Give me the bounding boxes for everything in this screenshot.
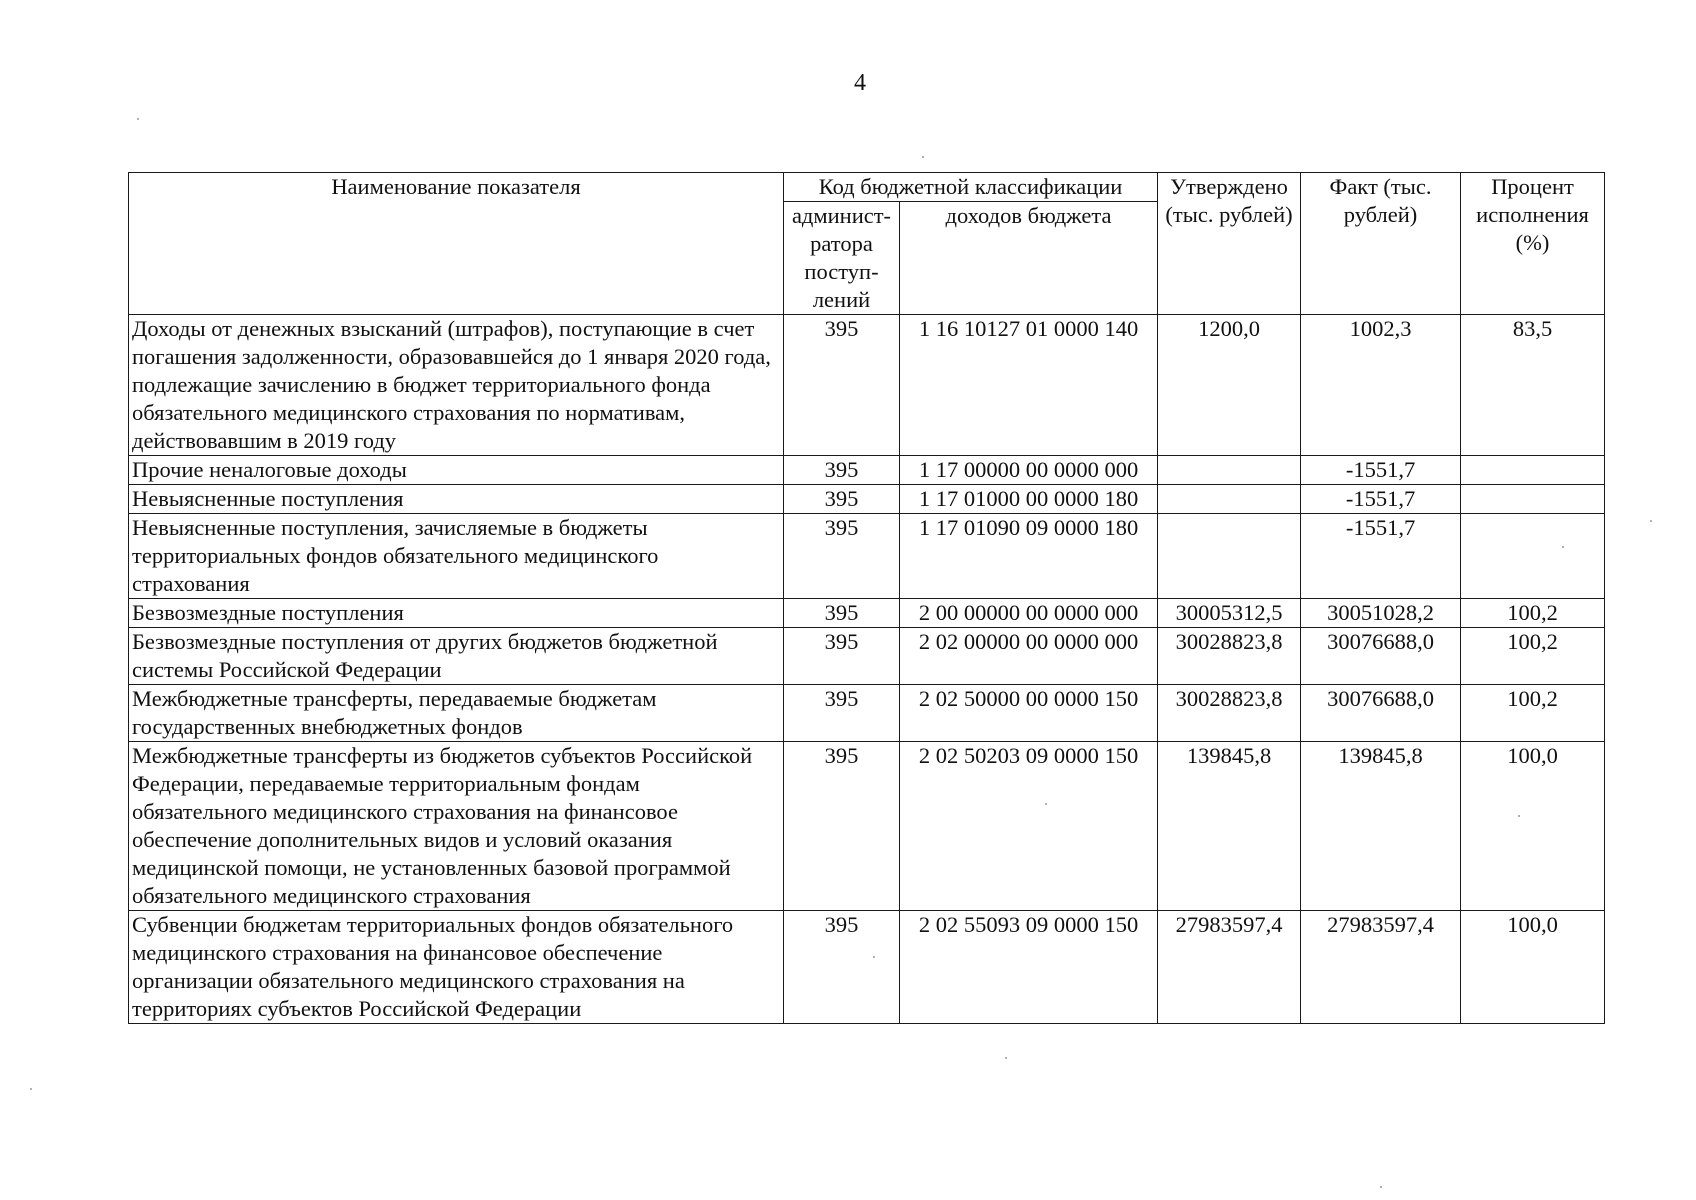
row-percent-cell	[1461, 485, 1605, 514]
row-budget-code-cell: 2 02 50203 09 0000 150	[900, 742, 1158, 911]
row-approved-cell: 30005312,5	[1158, 599, 1301, 628]
row-admin-code-cell: 395	[784, 456, 900, 485]
row-name-cell: Межбюджетные трансферты, передаваемые бюджетам государственных внебюджетных фондов	[129, 685, 784, 742]
row-name-cell: Невыясненные поступления	[129, 485, 784, 514]
row-fact-cell: -1551,7	[1301, 456, 1461, 485]
row-approved-cell: 139845,8	[1158, 742, 1301, 911]
header-approved: Утверждено (тыс. рублей)	[1158, 173, 1301, 315]
row-approved-cell: 30028823,8	[1158, 685, 1301, 742]
row-fact-cell: 139845,8	[1301, 742, 1461, 911]
row-admin-code-cell: 395	[784, 911, 900, 1024]
table-row	[129, 514, 1605, 599]
row-admin-code-cell: 395	[784, 599, 900, 628]
table-row	[129, 456, 1605, 485]
header-administrator: админист-ратора поступ-лений	[784, 202, 900, 315]
row-approved-cell: 27983597,4	[1158, 911, 1301, 1024]
row-name-cell: Прочие неналоговые доходы	[129, 456, 784, 485]
row-approved-cell: 1200,0	[1158, 315, 1301, 456]
row-admin-code-cell: 395	[784, 485, 900, 514]
table-row	[129, 485, 1605, 514]
table-row	[129, 685, 1605, 742]
header-percent: Процент исполнения (%)	[1461, 173, 1605, 315]
row-admin-code-cell: 395	[784, 315, 900, 456]
table-body	[129, 315, 1605, 1024]
row-fact-cell: 30076688,0	[1301, 628, 1461, 685]
row-fact-cell: 30051028,2	[1301, 599, 1461, 628]
row-percent-cell: 83,5	[1461, 315, 1605, 456]
row-fact-cell: -1551,7	[1301, 514, 1461, 599]
row-budget-code-cell: 1 17 01000 00 0000 180	[900, 485, 1158, 514]
row-fact-cell: -1551,7	[1301, 485, 1461, 514]
row-percent-cell: 100,2	[1461, 599, 1605, 628]
row-name-cell: Невыясненные поступления, зачисляемые в бюджеты территориальных фондов обязательного медицинского страхования	[129, 514, 784, 599]
header-code-group: Код бюджетной классификации	[784, 173, 1158, 202]
row-percent-cell	[1461, 456, 1605, 485]
row-budget-code-cell: 2 02 50000 00 0000 150	[900, 685, 1158, 742]
table-row	[129, 599, 1605, 628]
header-fact: Факт (тыс. рублей)	[1301, 173, 1461, 315]
row-budget-code-cell: 1 16 10127 01 0000 140	[900, 315, 1158, 456]
row-fact-cell: 30076688,0	[1301, 685, 1461, 742]
budget-report-table	[128, 172, 1605, 1024]
table-row	[129, 911, 1605, 1024]
row-percent-cell	[1461, 514, 1605, 599]
page-number: 4	[854, 70, 866, 96]
row-approved-cell	[1158, 485, 1301, 514]
row-percent-cell: 100,0	[1461, 742, 1605, 911]
row-name-cell: Доходы от денежных взысканий (штрафов), поступающие в счет погашения задолженности, образовавшейся до 1 января 2020 года, подлежащие зачислению в бюджет территориального фонда обязательного медицинского страхования по нормативам, действовавшим в 2019 году	[129, 315, 784, 456]
row-budget-code-cell: 1 17 01090 09 0000 180	[900, 514, 1158, 599]
row-approved-cell	[1158, 456, 1301, 485]
header-name: Наименование показателя	[129, 173, 784, 315]
table-header-row	[129, 173, 1605, 202]
row-admin-code-cell: 395	[784, 685, 900, 742]
row-budget-code-cell: 2 02 00000 00 0000 000	[900, 628, 1158, 685]
table-row	[129, 742, 1605, 911]
row-percent-cell: 100,0	[1461, 911, 1605, 1024]
row-percent-cell: 100,2	[1461, 685, 1605, 742]
row-budget-code-cell: 1 17 00000 00 0000 000	[900, 456, 1158, 485]
row-name-cell: Межбюджетные трансферты из бюджетов субъектов Российской Федерации, передаваемые территориальным фондам обязательного медицинского страхования на финансовое обеспечение дополнительных видов и условий оказания медицинской помощи, не установленных базовой программой обязательного медицинского страхования	[129, 742, 784, 911]
header-income: доходов бюджета	[900, 202, 1158, 315]
table-row	[129, 315, 1605, 456]
row-admin-code-cell: 395	[784, 514, 900, 599]
row-approved-cell	[1158, 514, 1301, 599]
row-name-cell: Безвозмездные поступления от других бюджетов бюджетной системы Российской Федерации	[129, 628, 784, 685]
row-admin-code-cell: 395	[784, 742, 900, 911]
row-budget-code-cell: 2 00 00000 00 0000 000	[900, 599, 1158, 628]
row-name-cell: Субвенции бюджетам территориальных фондов обязательного медицинского страхования на финансовое обеспечение организации обязательного медицинского страхования на территориях субъектов Российской Федерации	[129, 911, 784, 1024]
row-admin-code-cell: 395	[784, 628, 900, 685]
row-fact-cell: 27983597,4	[1301, 911, 1461, 1024]
row-percent-cell: 100,2	[1461, 628, 1605, 685]
row-name-cell: Безвозмездные поступления	[129, 599, 784, 628]
row-approved-cell: 30028823,8	[1158, 628, 1301, 685]
row-budget-code-cell: 2 02 55093 09 0000 150	[900, 911, 1158, 1024]
table-row	[129, 628, 1605, 685]
row-fact-cell: 1002,3	[1301, 315, 1461, 456]
